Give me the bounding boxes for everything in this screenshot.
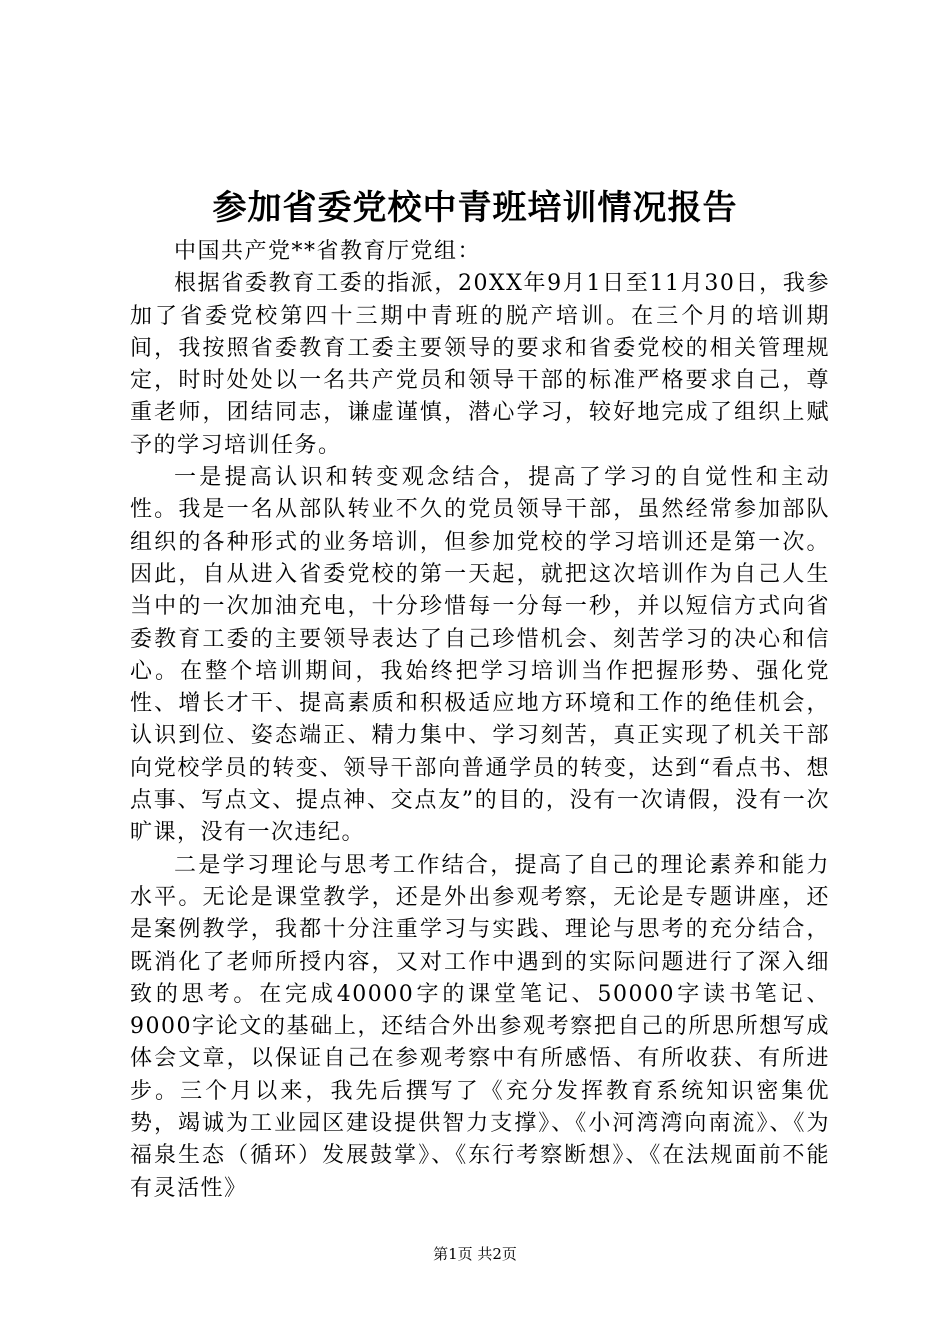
- paragraph-point-one: 一是提高认识和转变观念结合，提高了学习的自觉性和主动性。我是一名从部队转业不久的党员领导干部，虽然经常参加部队组织的各种形式的业务培训，但参加党校的学习培训还是第一次。因此，自从进入省委党校的第一天起，就把这次培训作为自己人生当中的一次加油充电，十分珍惜每一分每一秒，并以短信方式向省委教育工委的主要领导表达了自己珍惜机会、刻苦学习的决心和信心。在整个培训期间，我始终把学习培训当作把握形势、强化党性、增长才干、提高素质和积极适应地方环境和工作的绝佳机会，认识到位、姿态端正、精力集中、学习刻苦，真正实现了机关干部向党校学员的转变、领导干部向普通学员的转变，达到“看点书、想点事、写点文、提点神、交点友”的目的，没有一次请假，没有一次旷课，没有一次违纪。: [130, 465, 830, 846]
- document-title: 参加省委党校中青班培训情况报告: [212, 188, 738, 228]
- page-footer: 第1页 共2页: [433, 1245, 517, 1263]
- document-body: [130, 236, 830, 1205]
- paragraph-point-two: 二是学习理论与思考工作结合，提高了自己的理论素养和能力水平。无论是课堂教学，还是外出参观考察，无论是专题讲座，还是案例教学，我都十分注重学习与实践、理论与思考的充分结合，既消化了老师所授内容，又对工作中遇到的实际问题进行了深入细致的思考。在完成40000字的课堂笔记、50000字读书笔记、9000字论文的基础上，还结合外出参观考察把自己的所思所想写成体会文章，以保证自己在参观考察中有所感悟、有所收获、有所进步。三个月以来，我先后撰写了《充分发挥教育系统知识密集优势，竭诚为工业园区建设提供智力支撑》、《小河湾湾向南流》、《为福泉生态（循环）发展鼓掌》、《东行考察断想》、《在法规面前不能有灵活性》: [130, 852, 830, 1201]
- paragraph-intro: 根据省委教育工委的指派，20XX年9月1日至11月30日，我参加了省委党校第四十三期中青班的脱产培训。在三个月的培训期间，我按照省委教育工委主要领导的要求和省委党校的相关管理规定，时时处处以一名共产党员和领导干部的标准严格要求自己，尊重老师，团结同志，谦虚谨慎，潜心学习，较好地完成了组织上赋予的学习培训任务。: [130, 271, 830, 458]
- salutation: 中国共产党**省教育厅党组：: [174, 239, 482, 264]
